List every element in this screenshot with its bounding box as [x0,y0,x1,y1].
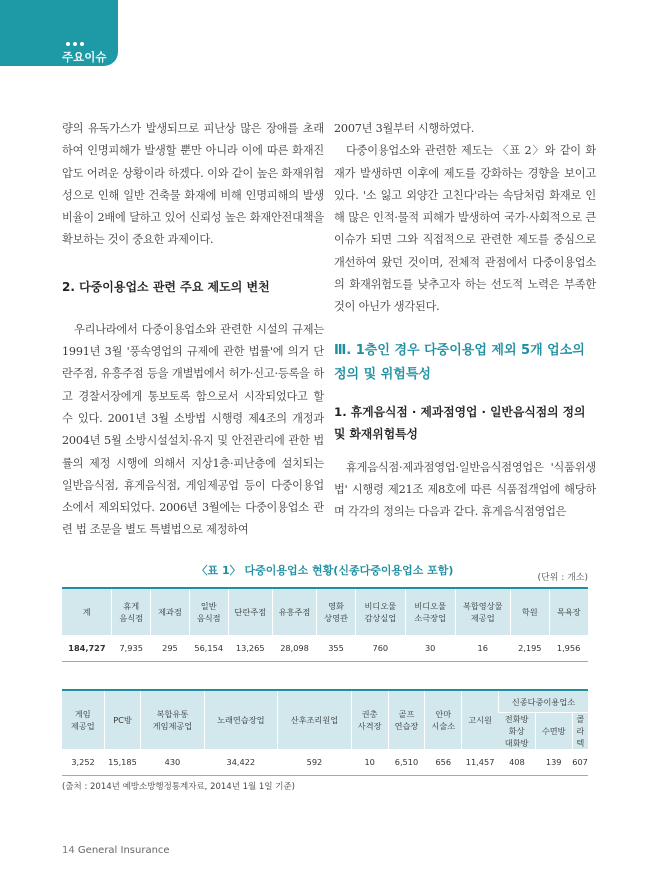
table-group-header: 신종다중이용업소 [499,690,589,713]
table-header-cell: 계 [62,588,112,635]
table-cell: 184,727 [62,635,112,662]
section-heading-3: Ⅲ. 1층인 경우 다중이용업 제외 5개 업소의 정의 및 위험특성 [334,342,585,382]
table-cell: 6,510 [388,749,425,776]
table-cell: 10 [351,749,388,776]
table-cell: 355 [317,635,356,662]
table-header-cell: 목욕장 [549,588,588,635]
table-header-cell: 유흥주점 [272,588,316,635]
page-number: 14 [62,845,75,856]
table-cell: 15,185 [104,749,141,776]
table-header-cell: 안마 시술소 [425,690,462,749]
right-paragraph-1: 2007년 3월부터 시행하였다. [334,122,475,135]
table-header-cell: 게임 제공업 [62,690,104,749]
right-paragraph-2: 다중이용업소와 관련한 제도는 〈표 2〉와 같이 화재가 발생하면 이후에 제도를 강화하는 경향을 보이고 있다. '소 잃고 외양간 고친다'라는 속담처럼 화재로 인해 많은 인적·물적 피해가 발생하여 국가·사회적으로 큰 이슈가 되면 그와 직접적으로 관련한 제도를 중심으로 개선하여 왔던 것이며, 전체적 관점에서 다중이용업소의 화재위험도를 낮추고자 하는 선도적 노력은 부족한 것이 아닌가 생각된다. [334,144,596,314]
table-header-cell: 콜라텍 [572,713,588,750]
table-row [62,635,588,662]
table-unit: (단위 : 개소) [537,573,588,583]
right-paragraph-3: 휴게음식점·제과점영업·일반음식점영업은 '식품위생법' 시행령 제21조 제8호에 따른 식품접객업에 해당하며 각각의 정의는 다음과 같다. 휴게음식점영업은 [334,460,596,519]
table-cell: 607 [572,749,588,776]
table-row [62,749,588,776]
table-header-row [62,588,588,635]
table-header-cell: 제과점 [151,588,190,635]
section-badge-label: 주요이슈 [62,50,107,64]
table-cell: 28,098 [272,635,316,662]
table-header-cell: PC방 [104,690,141,749]
table-cell: 656 [425,749,462,776]
page-footer [62,845,170,856]
table-header-cell: 단란주점 [228,588,272,635]
publication-title: General Insurance [77,845,170,856]
table-header-cell: 복합영상물 제공업 [455,588,510,635]
table-header-cell: 노래연습장업 [204,690,278,749]
table-header-cell: 일반 음식점 [189,588,228,635]
table-header-cell: 영화 상영관 [317,588,356,635]
section-heading-2: 2. 다중이용업소 관련 주요 제도의 변천 [62,279,270,294]
table-cell: 1,956 [549,635,588,662]
table-cell: 56,154 [189,635,228,662]
table-header-row [62,690,588,713]
left-column [62,118,324,542]
table-header-cell: 골프 연습장 [388,690,425,749]
table-cell: 11,457 [462,749,499,776]
table-cell: 16 [455,635,510,662]
table-cell: 295 [151,635,190,662]
table-cell: 30 [405,635,455,662]
table-header-cell: 산후조리원업 [278,690,352,749]
table-cell: 139 [535,749,572,776]
table-header-cell: 전화방 화상 대화방 [499,713,536,750]
table-facilities-1 [62,587,588,662]
table-header-cell: 휴게 음식점 [112,588,151,635]
right-column [334,118,596,524]
left-paragraph-2: 우리나라에서 다중이용업소와 관련한 시설의 규제는 1991년 3월 '풍속영업의 규제에 관한 법률'에 의거 단란주점, 유흥주점 등을 개별법에서 허가·신고·등록을 하고 경찰서장에게 통보토록 함으로서 시작되었다고 할 수 있다. 2001년 3월 소방법 시행령 제4조의 개정과 2004년 5월 소방시설설치·유지 및 안전관리에 관한 법률의 제정 시행에 의해서 지상1층·피난층에 설치되는 일반음식점, 휴게음식점, 게임제공업 등이 다중이용업소에서 제외되었다. 2006년 3월에는 다중이용업소 관련 법 조문을 별도 특별법으로 제정하여 [62,322,324,537]
dots-icon [66,42,84,46]
table-cell: 430 [141,749,204,776]
table-cell: 408 [499,749,536,776]
table-header-cell: 복합유통 게임제공업 [141,690,204,749]
subsection-heading-1: 1. 휴게음식점 · 제과점영업 · 일반음식점의 정의 및 화재위험특성 [334,404,586,441]
table-cell: 592 [278,749,352,776]
table-header-cell: 비디오물 소극장업 [405,588,455,635]
table-source: (출처 : 2014년 예방소방행정통계자료, 2014년 1월 1일 기준) [62,782,295,792]
table-header-cell: 권총 사격장 [351,690,388,749]
table-cell: 760 [355,635,405,662]
table-facilities-2 [62,689,588,776]
table-cell: 13,265 [228,635,272,662]
table-cell: 34,422 [204,749,278,776]
table-title: 〈표 1〉 다중이용업소 현황(신종다중이용업소 포함) [196,564,454,577]
table-cell: 3,252 [62,749,104,776]
section-badge [0,0,118,66]
table-header-cell: 비디오물 감상실업 [355,588,405,635]
table-cell: 2,195 [510,635,549,662]
table-header-cell: 수면방 [535,713,572,750]
table-header-cell: 고시원 [462,690,499,749]
left-paragraph-1: 량의 유독가스가 발생되므로 피난상 많은 장애를 초래하여 인명피해가 발생할 뿐만 아니라 이에 따른 화재진압도 어려운 상황이라 하겠다. 이와 같이 높은 화재위험성으로 인해 일반 건축물 화재에 비해 인명피해의 발생비율이 2배에 달하고 있어 신뢰성 높은 화재안전대책을 확보하는 것이 중요한 과제이다. [62,122,324,247]
table-header-cell: 학원 [510,588,549,635]
table-cell: 7,935 [112,635,151,662]
